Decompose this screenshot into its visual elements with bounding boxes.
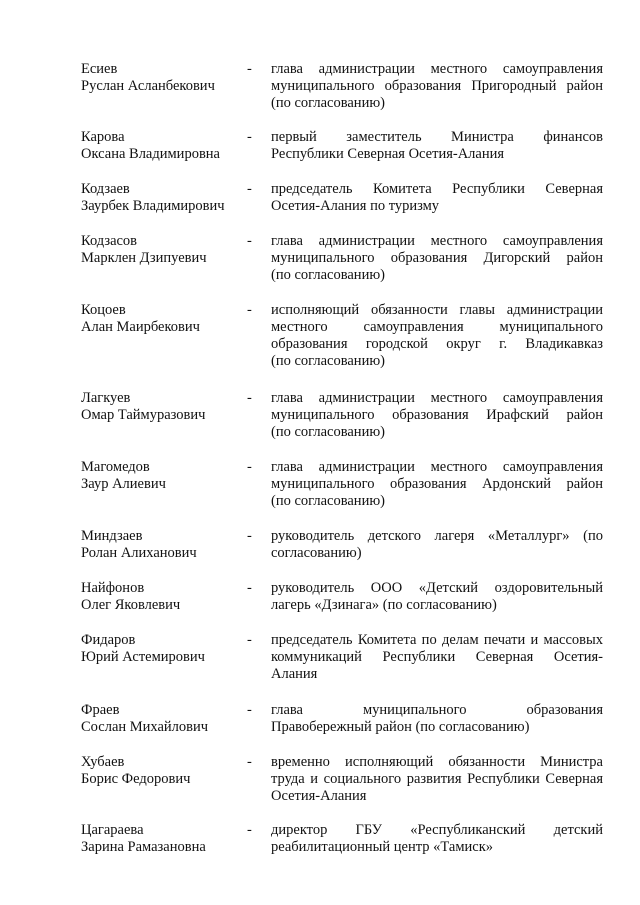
- member-given-name: Зарина Рамазановна: [81, 839, 206, 855]
- member-name: [81, 390, 246, 424]
- member-role: [271, 233, 603, 284]
- member-name: [81, 528, 246, 562]
- member-given-name: Ролан Алиханович: [81, 545, 197, 561]
- role-line: образования городской округ г. Владикавказ: [271, 336, 603, 352]
- member-name: [81, 233, 246, 267]
- member-role: [271, 580, 603, 614]
- role-line: глава администрации местного самоуправления: [271, 390, 603, 406]
- member-role: [271, 61, 603, 112]
- separator-dash: -: [247, 754, 252, 770]
- role-line: муниципального образования Дигорский район: [271, 250, 603, 266]
- member-surname: Кодзаев: [81, 181, 130, 197]
- role-line: Республики Северная Осетия-Алания: [271, 146, 505, 162]
- role-line: (по согласованию): [271, 353, 385, 369]
- role-line: исполняющий обязанности главы администрации: [271, 302, 603, 318]
- role-line: руководитель детского лагеря «Металлург» (по: [271, 528, 603, 544]
- separator-dash: -: [247, 302, 252, 318]
- member-role: [271, 822, 603, 856]
- role-line: Осетия-Алания по туризму: [271, 198, 440, 214]
- role-line: (по согласованию): [271, 95, 385, 111]
- role-line: глава администрации местного самоуправления: [271, 233, 603, 249]
- member-given-name: Оксана Владимировна: [81, 146, 220, 162]
- role-line: реабилитационный центр «Тамиск»: [271, 839, 493, 855]
- role-line: (по согласованию): [271, 267, 385, 283]
- member-given-name: Юрий Астемирович: [81, 649, 205, 665]
- member-role: [271, 528, 603, 562]
- separator-dash: -: [247, 181, 252, 197]
- role-line: муниципального образования Ирафский район: [271, 407, 603, 423]
- role-line: первый заместитель Министра финансов: [271, 129, 603, 145]
- member-given-name: Руслан Асланбекович: [81, 78, 215, 94]
- member-role: [271, 702, 603, 736]
- member-role: [271, 129, 603, 163]
- role-line: Алания: [271, 666, 318, 682]
- member-name: [81, 702, 246, 736]
- member-given-name: Сослан Михайлович: [81, 719, 209, 735]
- member-name: [81, 181, 246, 215]
- separator-dash: -: [247, 459, 252, 475]
- member-name: [81, 580, 246, 614]
- member-surname: Найфонов: [81, 580, 145, 596]
- member-surname: Фидаров: [81, 632, 136, 648]
- member-surname: Лагкуев: [81, 390, 131, 406]
- member-surname: Карова: [81, 129, 125, 145]
- member-role: [271, 459, 603, 510]
- member-name: [81, 61, 246, 95]
- member-role: [271, 632, 603, 683]
- role-line: муниципального образования Пригородный район: [271, 78, 603, 94]
- role-line: директор ГБУ «Республиканский детский: [271, 822, 603, 838]
- role-line: глава администрации местного самоуправления: [271, 61, 603, 77]
- member-name: [81, 129, 246, 163]
- member-given-name: Омар Таймуразович: [81, 407, 206, 423]
- member-name: [81, 822, 246, 856]
- member-name: [81, 632, 246, 666]
- member-name: [81, 754, 246, 788]
- member-role: [271, 390, 603, 441]
- member-role: [271, 181, 603, 215]
- separator-dash: -: [247, 702, 252, 718]
- role-line: (по согласованию): [271, 424, 385, 440]
- member-surname: Кодзасов: [81, 233, 138, 249]
- member-given-name: Борис Федорович: [81, 771, 191, 787]
- member-role: [271, 754, 603, 805]
- separator-dash: -: [247, 822, 252, 838]
- member-given-name: Заурбек Владимирович: [81, 198, 225, 214]
- role-line: коммуникаций Республики Северная Осетия-: [271, 649, 603, 665]
- member-role: [271, 302, 603, 370]
- role-line: председатель Комитета Республики Северная: [271, 181, 603, 197]
- separator-dash: -: [247, 129, 252, 145]
- role-line: временно исполняющий обязанности Министра: [271, 754, 603, 770]
- separator-dash: -: [247, 390, 252, 406]
- role-line: руководитель ООО «Детский оздоровительный: [271, 580, 603, 596]
- role-line: глава муниципального образования: [271, 702, 603, 718]
- member-surname: Коцоев: [81, 302, 126, 318]
- member-surname: Цагараева: [81, 822, 144, 838]
- member-name: [81, 459, 246, 493]
- member-given-name: Олег Яковлевич: [81, 597, 181, 613]
- separator-dash: -: [247, 233, 252, 249]
- role-line: глава администрации местного самоуправления: [271, 459, 603, 475]
- role-line: лагерь «Дзинага» (по согласованию): [271, 597, 497, 613]
- member-surname: Миндзаев: [81, 528, 143, 544]
- member-surname: Магомедов: [81, 459, 150, 475]
- member-given-name: Алан Маирбекович: [81, 319, 200, 335]
- member-surname: Фраев: [81, 702, 120, 718]
- role-line: Правобережный район (по согласованию): [271, 719, 530, 735]
- role-line: Осетия-Алания: [271, 788, 367, 804]
- role-line: местного самоуправления муниципального: [271, 319, 603, 335]
- role-line: муниципального образования Ардонский район: [271, 476, 603, 492]
- member-surname: Хубаев: [81, 754, 125, 770]
- role-line: председатель Комитета по делам печати и массовых: [271, 632, 603, 648]
- role-line: труда и социального развития Республики Северная: [271, 771, 603, 787]
- separator-dash: -: [247, 61, 252, 77]
- member-surname: Есиев: [81, 61, 118, 77]
- role-line: (по согласованию): [271, 493, 385, 509]
- separator-dash: -: [247, 580, 252, 596]
- role-line: согласованию): [271, 545, 362, 561]
- separator-dash: -: [247, 528, 252, 544]
- member-given-name: Марклен Дзипуевич: [81, 250, 207, 266]
- separator-dash: -: [247, 632, 252, 648]
- member-given-name: Заур Алиевич: [81, 476, 166, 492]
- member-name: [81, 302, 246, 336]
